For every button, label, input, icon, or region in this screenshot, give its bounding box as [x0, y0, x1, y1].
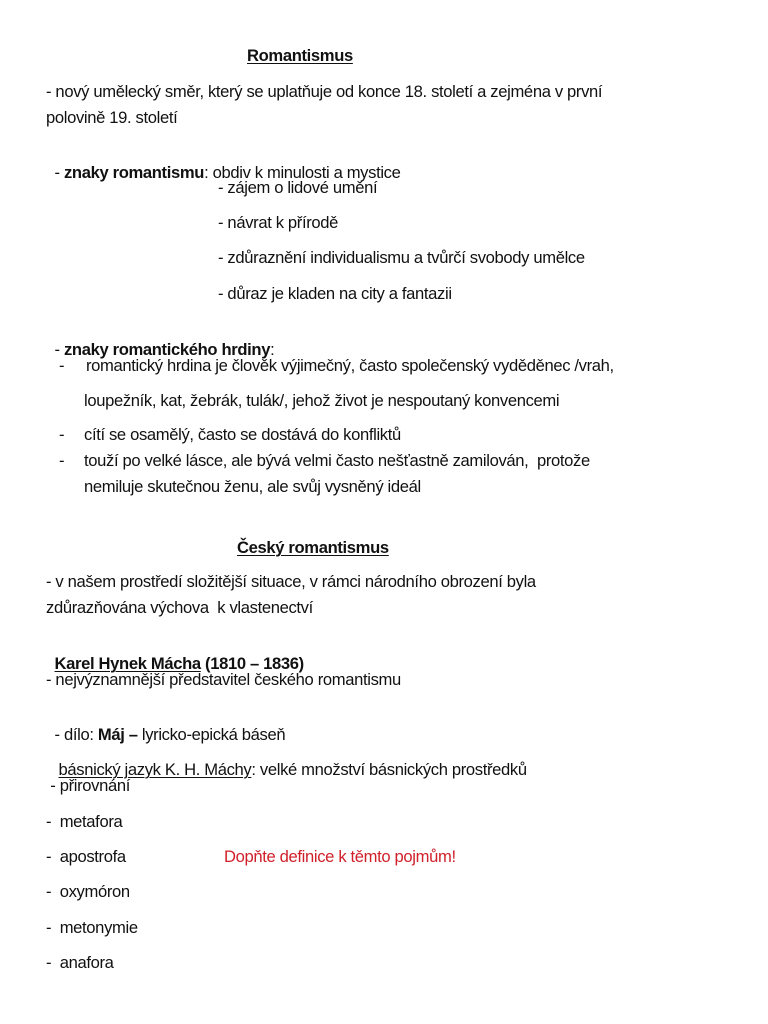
- czech-line-1: - v našem prostředí složitější situace, v rámci národního obrození byla: [46, 572, 536, 591]
- device-item: - metafora: [46, 812, 123, 831]
- traits-heading: [46, 143, 401, 183]
- section-title-czech: Český romantismus: [237, 538, 389, 557]
- author-name: Karel Hynek Mácha: [54, 654, 201, 673]
- work-title: Máj –: [97, 725, 138, 744]
- hero-suffix: :: [270, 340, 275, 359]
- page-title: Romantismus: [247, 46, 353, 65]
- author-dates: (1810 – 1836): [200, 654, 304, 673]
- hero-item-line: touží po velké lásce, ale bývá velmi často nešťastně zamilován, protože: [84, 451, 590, 470]
- traits-prefix: -: [54, 163, 64, 182]
- intro-line-1: - nový umělecký směr, který se uplatňuje od konce 18. století a zejména v první: [46, 82, 603, 101]
- author-work: [46, 705, 285, 745]
- device-item: - metonymie: [46, 918, 138, 937]
- author-description: - nejvýznamnější představitel českého romantismu: [46, 670, 401, 689]
- czech-line-2: zdůrazňována výchova k vlastenectví: [46, 598, 313, 617]
- author-heading: [46, 634, 304, 674]
- traits-item: - důraz je kladen na city a fantazii: [218, 284, 452, 303]
- task-note: Dopňte definice k těmto pojmům!: [224, 847, 456, 866]
- hero-prefix: -: [54, 340, 64, 359]
- hero-heading: [46, 320, 274, 360]
- poetic-language-label: básnický jazyk K. H. Máchy: [58, 760, 252, 779]
- device-item: - anafora: [46, 953, 114, 972]
- hero-item-line: nemiluje skutečnou ženu, ale svůj vysněný ideál: [84, 477, 421, 496]
- hero-item-line: romantický hrdina je člověk výjimečný, často společenský vyděděnec /vrah,: [86, 356, 614, 375]
- traits-label: znaky romantismu: [63, 163, 205, 182]
- traits-first-item: : obdiv k minulosti a mystice: [204, 163, 401, 182]
- poetic-language: [50, 740, 527, 780]
- poetic-language-text: : velké množství básnických prostředků: [251, 760, 527, 779]
- hero-item-line: loupežník, kat, žebrák, tulák/, jehož život je nespoutaný konvencemi: [84, 391, 560, 410]
- hero-item-dash: -: [59, 425, 65, 444]
- work-genre: lyricko-epická báseň: [137, 725, 286, 744]
- device-item: - apostrofa: [46, 847, 126, 866]
- device-item: - přirovnání: [46, 776, 130, 795]
- intro-line-2: polovině 19. století: [46, 108, 178, 127]
- traits-item: - zdůraznění individualismu a tvůrčí svobody umělce: [218, 248, 585, 267]
- hero-label: znaky romantického hrdiny: [63, 340, 271, 359]
- traits-item: - návrat k přírodě: [218, 213, 339, 232]
- hero-item-dash: -: [59, 356, 65, 375]
- work-prefix: - dílo:: [54, 725, 98, 744]
- hero-item-line: cítí se osamělý, často se dostává do konfliktů: [84, 425, 401, 444]
- traits-item: - zájem o lidové umění: [218, 178, 378, 197]
- hero-item-dash: -: [59, 451, 65, 470]
- device-item: - oxymóron: [46, 882, 130, 901]
